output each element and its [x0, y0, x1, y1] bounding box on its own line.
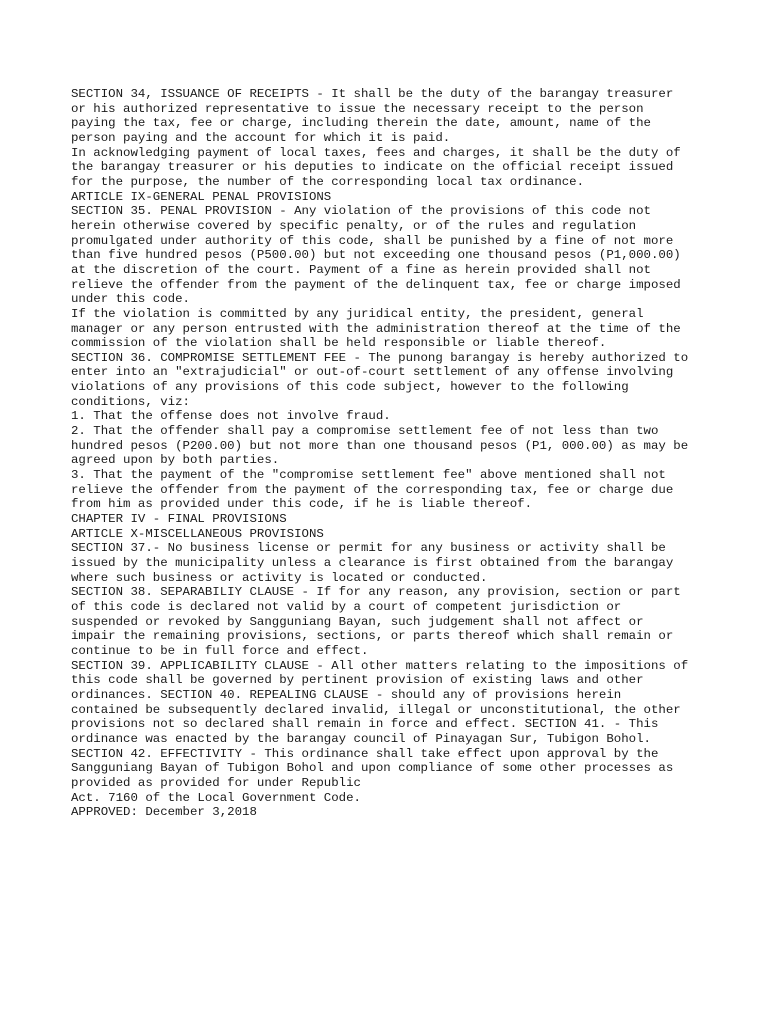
document-line: If the violation is committed by any juridical entity, the president, general: [71, 306, 644, 321]
document-line: manager or any person entrusted with the administration thereof at the time of the: [71, 321, 681, 336]
document-line: suspended or revoked by Sangguniang Bayan, such judgement shall not affect or: [71, 614, 644, 629]
document-line: Sangguniang Bayan of Tubigon Bohol and upon compliance of some other processes as: [71, 761, 674, 776]
document-line: SECTION 39. APPLICABILITY CLAUSE - All other matters relating to the impositions of: [71, 658, 689, 673]
document-line: CHAPTER IV - FINAL PROVISIONS: [71, 512, 287, 527]
document-line: SECTION 38. SEPARABILIY CLAUSE - If for any reason, any provision, section or part: [71, 585, 681, 600]
document-page: [71, 87, 761, 820]
document-line: In acknowledging payment of local taxes, fees and charges, it shall be the duty of: [71, 145, 681, 160]
document-line: ordinances. SECTION 40. REPEALING CLAUSE - should any of provisions herein: [71, 687, 622, 702]
document-line: ordinance was enacted by the barangay council of Pinayagan Sur, Tubigon Bohol.: [71, 731, 651, 746]
document-line: ARTICLE IX-GENERAL PENAL PROVISIONS: [71, 189, 332, 204]
document-line: contained be subsequently declared invalid, illegal or unconstitutional, the other: [71, 702, 681, 717]
document-line: conditions, viz:: [71, 394, 190, 409]
document-line: SECTION 42. EFFECTIVITY - This ordinance shall take effect upon approval by the: [71, 746, 659, 761]
document-line: provided as provided for under Republic: [71, 775, 361, 790]
document-line: issued by the municipality unless a clearance is first obtained from the barangay: [71, 556, 674, 570]
document-line: from him as provided under this code, if he is liable thereof.: [71, 497, 533, 512]
document-line: SECTION 34, ISSUANCE OF RECEIPTS - It shall be the duty of the barangay treasurer: [71, 87, 674, 101]
document-line: APPROVED: December 3,2018: [71, 805, 257, 820]
document-line: the barangay treasurer or his deputies to indicate on the official receipt issued: [71, 160, 674, 175]
document-line: 1. That the offense does not involve fraud.: [71, 409, 391, 424]
document-line: at the discretion of the court. Payment of a fine as herein provided shall not: [71, 262, 651, 277]
document-line: of this code is declared not valid by a court of competent jurisdiction or: [71, 599, 622, 614]
document-line: enter into an "extrajudicial" or out-of-court settlement of any offense involving: [71, 365, 674, 380]
document-line: relieve the offender from the payment of the delinquent tax, fee or charge imposed: [71, 277, 681, 292]
document-line: ARTICLE X-MISCELLANEOUS PROVISIONS: [71, 526, 324, 541]
document-line: SECTION 35. PENAL PROVISION - Any violation of the provisions of this code not: [71, 204, 651, 219]
document-line: promulgated under authority of this code, shall be punished by a fine of not more: [71, 233, 674, 248]
document-line: SECTION 36. COMPROMISE SETTLEMENT FEE - The punong barangay is hereby authorized to: [71, 350, 689, 365]
document-line: provisions not so declared shall remain in force and effect. SECTION 41. - This: [71, 717, 659, 732]
document-line: under this code.: [71, 292, 190, 307]
document-line: paying the tax, fee or charge, including therein the date, amount, name of the: [71, 116, 651, 131]
document-line: relieve the offender from the payment of the corresponding tax, fee or charge due: [71, 482, 674, 497]
document-line: agreed upon by both parties.: [71, 453, 280, 468]
document-line: where such business or activity is located or conducted.: [71, 570, 488, 585]
document-line: herein otherwise covered by specific penalty, or of the rules and regulation: [71, 218, 637, 233]
document-line: 2. That the offender shall pay a compromise settlement fee of not less than two: [71, 424, 659, 439]
document-line: commission of the violation shall be held responsible or liable thereof.: [71, 336, 607, 351]
document-line: than five hundred pesos (P500.00) but not exceeding one thousand pesos (P1,000.00): [71, 248, 681, 263]
document-line: 3. That the payment of the "compromise settlement fee" above mentioned shall not: [71, 468, 666, 483]
document-line: Act. 7160 of the Local Government Code.: [71, 790, 361, 805]
document-line: impair the remaining provisions, sections, or parts thereof which shall remain or: [71, 629, 674, 644]
document-line: or his authorized representative to issue the necessary receipt to the person: [71, 101, 644, 116]
document-line: violations of any provisions of this code subject, however to the following: [71, 380, 629, 395]
document-body: [71, 87, 761, 820]
document-line: person paying and the account for which it is paid.: [71, 130, 451, 145]
document-line: continue to be in full force and effect.: [71, 643, 369, 658]
document-line: hundred pesos (P200.00) but not more than one thousand pesos (P1, 000.00) as may be: [71, 438, 689, 453]
document-line: SECTION 37.- No business license or permit for any business or activity shall be: [71, 541, 666, 556]
document-line: for the purpose, the number of the corresponding local tax ordinance.: [71, 174, 585, 189]
document-line: this code shall be governed by pertinent provision of existing laws and other: [71, 673, 644, 688]
